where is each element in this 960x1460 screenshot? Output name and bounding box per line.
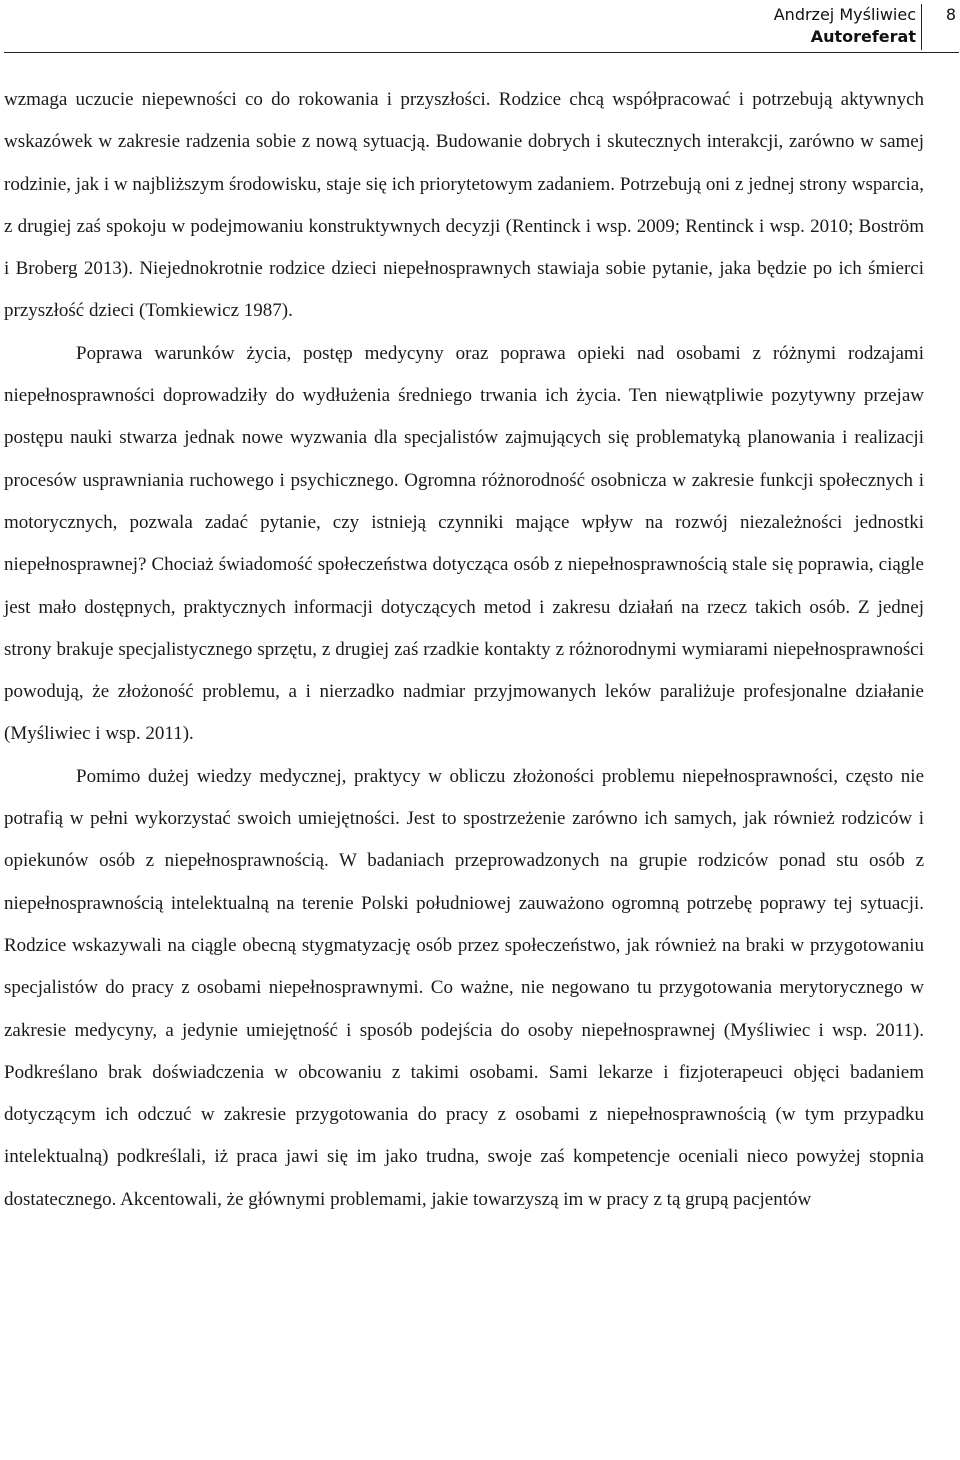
paragraph: Poprawa warunków życia, postęp medycyny oraz poprawa opieki nad osobami z różnymi rodzajami niepełnosprawności doprowadziły do wydłużenia średniego trwania ich życia. Ten niewątpliwie pozytywny przejaw postępu nauki stwarza jednak nowe wyzwania dla specjalistów zajmujących się problematyką planowania i realizacji procesów usprawniania ruchowego i psychicznego. Ogromna różnorodność osobnicza w zakresie funkcji społecznych i motorycznych, pozwala zadać pytanie, czy istnieją czynniki mające wpływ na rozwój niezależności jednostki niepełnosprawnej? Chociaż świadomość społeczeństwa dotycząca osób z niepełnosprawnością stale się poprawia, ciągle jest mało dostępnych, praktycznych informacji dotyczących metod i zakresu działań na rzecz takich osób. Z jednej strony brakuje specjalistycznego sprzętu, z drugiej zaś rzadkie kontakty z różnorodnymi wymiarami niepełnosprawności powodują, że złożoność problemu, a i nierzadko nadmiar przyjmowanych leków paraliżuje profesjonalne działanie (Myśliwiec i wsp. 2011). (4, 342, 924, 745)
page-number: 8 (921, 4, 956, 50)
header-author: Andrzej Myśliwiec (773, 5, 916, 24)
paragraph: Pomimo dużej wiedzy medycznej, praktycy w obliczu złożoności problemu niepełnosprawności, często nie potrafią w pełni wykorzystać swoich umiejętności. Jest to spostrzeżenie zarówno ich samych, jak również rodziców i opiekunów osób z niepełnosprawnością. W badaniach przeprowadzonych na grupie rodziców ponad stu osób z niepełnosprawnością intelektualną na terenie Polski południowej zauważono ogromną potrzebę poprawy tej sytuacji. Rodzice wskazywali na ciągle obecną stygmatyzację osób przez społeczeństwo, jak również na braki w przygotowaniu specjalistów do pracy z osobami niepełnosprawnymi. Co ważne, nie negowano tu przygotowania merytorycznego w zakresie medycyny, a jedynie umiejętność i sposób podejścia do osoby niepełnosprawnej (Myśliwiec i wsp. 2011). Podkreślano brak doświadczenia w obcowaniu z takimi osobami. Sami lekarze i fizjoterapeuci objęci badaniem dotyczącym ich odczuć w zakresie przygotowania do pracy z osobami z niepełnosprawnością (w tym przypadku intelektualną) podkreślali, iż praca jawi się im jako trudna, swoje zaś kompetencje oceniali nieco powyżej stopnia dostatecznego. Akcentowali, że głównymi problemami, jakie towarzyszą im w pracy z tą grupą pacjentów (4, 765, 924, 1210)
paragraph: wzmaga uczucie niepewności co do rokowania i przyszłości. Rodzice chcą współpracować i potrzebują aktywnych wskazówek w zakresie radzenia sobie z nową sytuacją. Budowanie dobrych i skutecznych interakcji, zarówno w samej rodzinie, jak i w najbliższym środowisku, staje się ich priorytetowym zadaniem. Potrzebują oni z jednej strony wsparcia, z drugiej zaś spokoju w podejmowaniu konstruktywnych decyzji (Rentinck i wsp. 2009; Rentinck i wsp. 2010; Boström i Broberg 2013). Niejednokrotnie rodzice dzieci niepełnosprawnych stawiaja sobie pytanie, jaka będzie po ich śmierci przyszłość dzieci (Tomkiewicz 1987). (4, 89, 924, 322)
page-header (774, 4, 916, 48)
header-divider (4, 52, 959, 53)
document-body (4, 79, 924, 1221)
header-title: Autoreferat (810, 27, 916, 46)
